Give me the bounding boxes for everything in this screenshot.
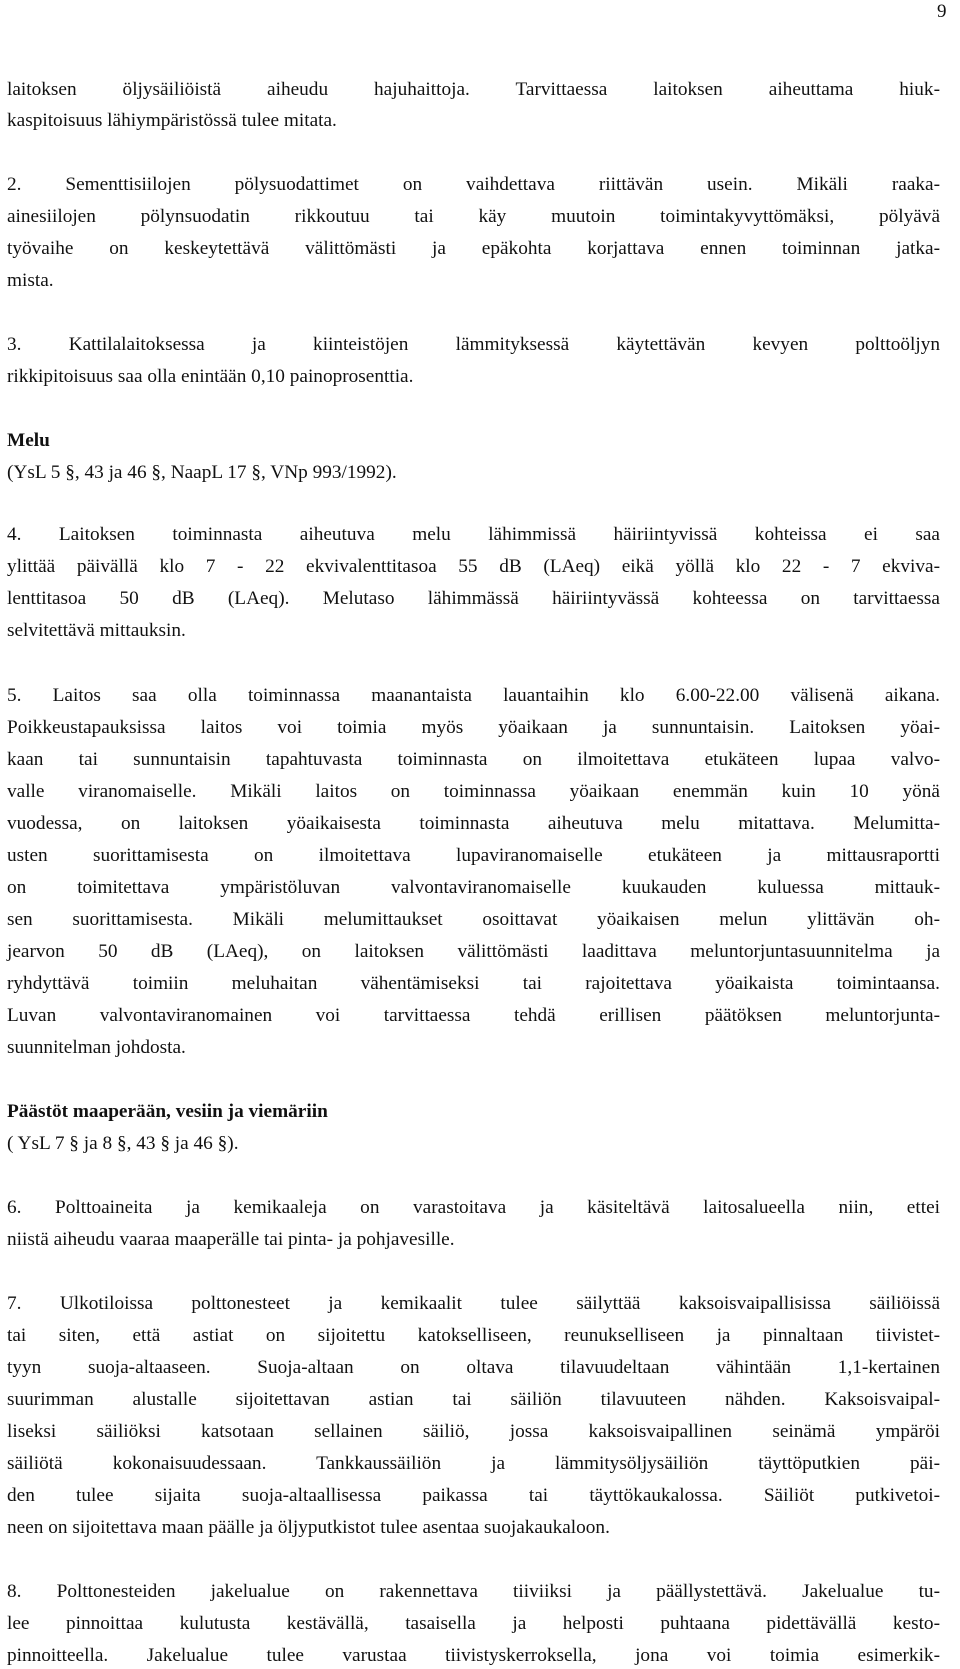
text-line: ( YsL 7 § ja 8 §, 43 § ja 46 §).: [7, 1133, 239, 1154]
text-line: 8. Polttonesteiden jakelualue on rakennettava tiiviiksi ja päällystettävä. Jakelualue tu-: [7, 1581, 940, 1602]
text-line: usten suorittamisesta on ilmoitettava lupaviranomaiselle etukäteen ja mittausraportti: [7, 845, 940, 866]
text-line: 2. Sementtisiilojen pölysuodattimet on vaihdettava riittävän usein. Mikäli raaka-: [7, 174, 940, 195]
text-line: kaspitoisuus lähiympäristössä tulee mitata.: [7, 110, 337, 131]
text-line: 5. Laitos saa olla toiminnassa maanantaista lauantaihin klo 6.00-22.00 välisenä aikana.: [7, 685, 940, 706]
text-line: selvitettävä mittauksin.: [7, 620, 186, 641]
text-line: pinnoitteella. Jakelualue tulee varustaa tiivistyskerroksella, jona voi toimia esimerkik-: [7, 1645, 940, 1666]
text-line: ylittää päivällä klo 7 - 22 ekvivalenttitasoa 55 dB (LAeq) eikä yöllä klo 22 - 7 ekviva-: [7, 556, 940, 577]
text-line: on toimitettava ympäristöluvan valvontaviranomaiselle kuukauden kuluessa mittauk-: [7, 877, 940, 898]
text-line: ainesiilojen pölynsuodatin rikkoutuu tai käy muutoin toimintakyvyttömäksi, pölyävä: [7, 206, 940, 227]
text-line: 7. Ulkotiloissa polttonesteet ja kemikaalit tulee säilyttää kaksoisvaipallisissa säiliöissä: [7, 1293, 940, 1314]
text-line: lenttitasoa 50 dB (LAeq). Melutaso lähimmässä häiriintyvässä kohteessa on tarvittaessa: [7, 588, 940, 609]
text-line: tai siten, että astiat on sijoitettu katokselliseen, reunukselliseen ja pinnaltaan tiivistet-: [7, 1325, 940, 1346]
page-number: 9: [937, 1, 947, 22]
text-line: valle viranomaiselle. Mikäli laitos on toiminnassa yöaikaan enemmän kuin 10 yönä: [7, 781, 940, 802]
text-line: ryhdyttävä toimiin meluhaitan vähentämiseksi tai rajoitettava yöaikaista toimintaansa.: [7, 973, 940, 994]
text-line: kaan tai sunnuntaisin tapahtuvasta toiminnasta on ilmoitettava etukäteen lupaa valvo-: [7, 749, 940, 770]
text-line: tyyn suoja-altaaseen. Suoja-altaan on oltava tilavuudeltaan vähintään 1,1-kertainen: [7, 1357, 940, 1378]
text-line: sen suorittamisesta. Mikäli melumittaukset osoittavat yöaikaisen melun ylittävän oh-: [7, 909, 940, 930]
text-line: liseksi säiliöksi katsotaan sellainen säiliö, jossa kaksoisvaipallinen seinämä ympäröi: [7, 1421, 940, 1442]
text-line: niistä aiheudu vaaraa maaperälle tai pinta- ja pohjavesille.: [7, 1229, 455, 1250]
text-line: 4. Laitoksen toiminnasta aiheutuva melu lähimmissä häiriintyvissä kohteissa ei saa: [7, 524, 940, 545]
text-line: 6. Polttoaineita ja kemikaaleja on varastoitava ja käsiteltävä laitosalueella niin, ettei: [7, 1197, 940, 1218]
text-line: Poikkeustapauksissa laitos voi toimia myös yöaikaan ja sunnuntaisin. Laitoksen yöai-: [7, 717, 940, 738]
text-line: suurimman alustalle sijoitettavan astian tai säiliön tilavuuteen nähden. Kaksoisvaipal-: [7, 1389, 940, 1410]
text-line: lee pinnoittaa kulutusta kestävällä, tasaisella ja helposti puhtaana pidettävällä kesto-: [7, 1613, 940, 1634]
section-heading: Päästöt maaperään, vesiin ja viemäriin: [7, 1101, 328, 1122]
text-line: den tulee sijaita suoja-altaallisessa paikassa tai täyttökaukalossa. Säiliöt putkivetoi-: [7, 1485, 940, 1506]
text-line: säiliötä kokonaisuudessaan. Tankkaussäiliön ja lämmitysöljysäiliön täyttöputkien päi-: [7, 1453, 940, 1474]
text-line: 3. Kattilalaitoksessa ja kiinteistöjen lämmityksessä käytettävän kevyen polttoöljyn: [7, 334, 940, 355]
section-heading: Melu: [7, 430, 50, 451]
text-line: työvaihe on keskeytettävä välittömästi ja epäkohta korjattava ennen toiminnan jatka-: [7, 238, 940, 259]
text-line: mista.: [7, 270, 54, 291]
text-line: vuodessa, on laitoksen yöaikaisesta toiminnasta aiheutuva melu mitattava. Melumitta-: [7, 813, 940, 834]
text-line: (YsL 5 §, 43 ja 46 §, NaapL 17 §, VNp 993/1992).: [7, 462, 397, 483]
text-line: rikkipitoisuus saa olla enintään 0,10 painoprosenttia.: [7, 366, 414, 387]
text-line: laitoksen öljysäiliöistä aiheudu hajuhaittoja. Tarvittaessa laitoksen aiheuttama hiuk-: [7, 79, 940, 100]
text-line: jearvon 50 dB (LAeq), on laitoksen välittömästi laadittava meluntorjuntasuunnitelma ja: [7, 941, 940, 962]
text-line: neen on sijoitettava maan päälle ja öljyputkistot tulee asentaa suojakaukaloon.: [7, 1517, 610, 1538]
text-line: suunnitelman johdosta.: [7, 1037, 186, 1058]
text-line: Luvan valvontaviranomainen voi tarvittaessa tehdä erillisen päätöksen meluntorjunta-: [7, 1005, 940, 1026]
